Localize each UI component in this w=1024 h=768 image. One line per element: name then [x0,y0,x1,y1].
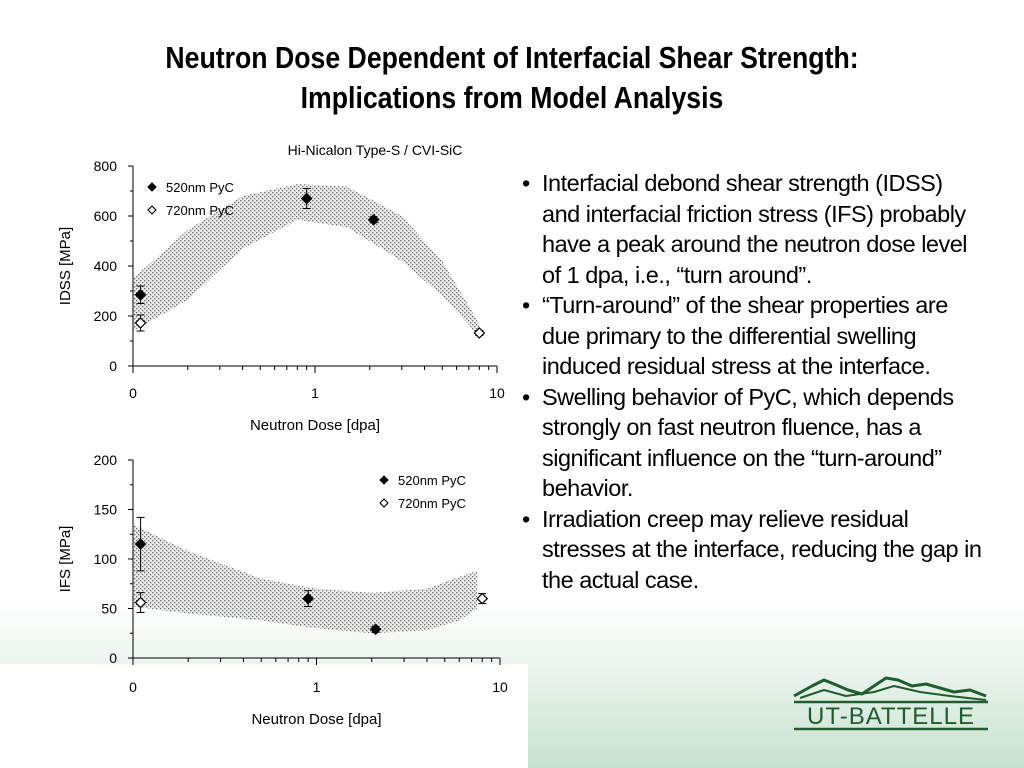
legend-label: 720nm PyC [166,203,234,218]
legend-marker [380,476,388,484]
data-point-720nm [477,594,487,604]
bullet-list [516,168,986,595]
bullet-item: • Irradiation creep may relieve residual stresses at the interface, reducing the gap in the actual case. [516,504,986,596]
legend-label: 520nm PyC [398,473,466,488]
x-axis-label: Neutron Dose [dpa] [249,417,381,434]
x-tick-label: 0 [129,385,137,401]
x-tick-label: 1 [311,385,319,401]
x-tick-label: 10 [492,679,508,695]
legend-marker [148,183,156,191]
y-tick-label: 100 [93,551,117,567]
legend-label: 720nm PyC [398,496,466,511]
ifs-chart [57,452,508,728]
y-axis-label: IDSS [MPa] [57,226,74,306]
y-tick-label: 200 [93,452,117,468]
y-tick-label: 800 [93,158,117,174]
slide-title-line-2: Implications from Model Analysis [300,80,724,115]
y-tick-label: 50 [101,600,117,617]
slide-title-line-1: Neutron Dose Dependent of Interfacial Shear Strength: [165,40,859,75]
x-tick-label: 1 [312,679,321,695]
logo-text: UT-BATTELLE [807,703,975,730]
legend-label: 520nm PyC [166,180,234,195]
x-axis-label: Neutron Dose [dpa] [251,711,382,728]
model-band [133,524,477,633]
y-tick-label: 600 [93,208,117,224]
y-tick-label: 0 [109,650,117,666]
bullet-item: • Interfacial debond shear strength (IDSS) and interfacial friction stress (IFS) probably have a peak around the neutron dose level of 1 dpa, i.e., “turn around”. [516,168,986,290]
ut-battelle-logo [790,668,996,732]
y-axis-label: IFS [MPa] [57,525,74,593]
y-tick-label: 150 [93,501,117,518]
bullet-item: • “Turn-around” of the shear properties are due primary to the differential swelling induced residual stress at the interface. [516,290,986,382]
y-tick-label: 0 [109,358,117,374]
y-tick-label: 400 [93,258,117,274]
legend-marker [380,499,388,507]
x-tick-label: 0 [129,679,137,695]
idss-chart [57,142,505,434]
x-tick-label: 10 [489,385,505,401]
bullet-item: • Swelling behavior of PyC, which depends strongly on fast neutron fluence, has a significant influence on the “turn-around” behavior. [516,382,986,504]
chart-title: Hi-Nicalon Type-S / CVI-SiC [287,142,463,158]
logo-mountain-ridge [800,686,986,700]
y-tick-label: 200 [93,308,117,324]
legend-marker [148,206,156,214]
